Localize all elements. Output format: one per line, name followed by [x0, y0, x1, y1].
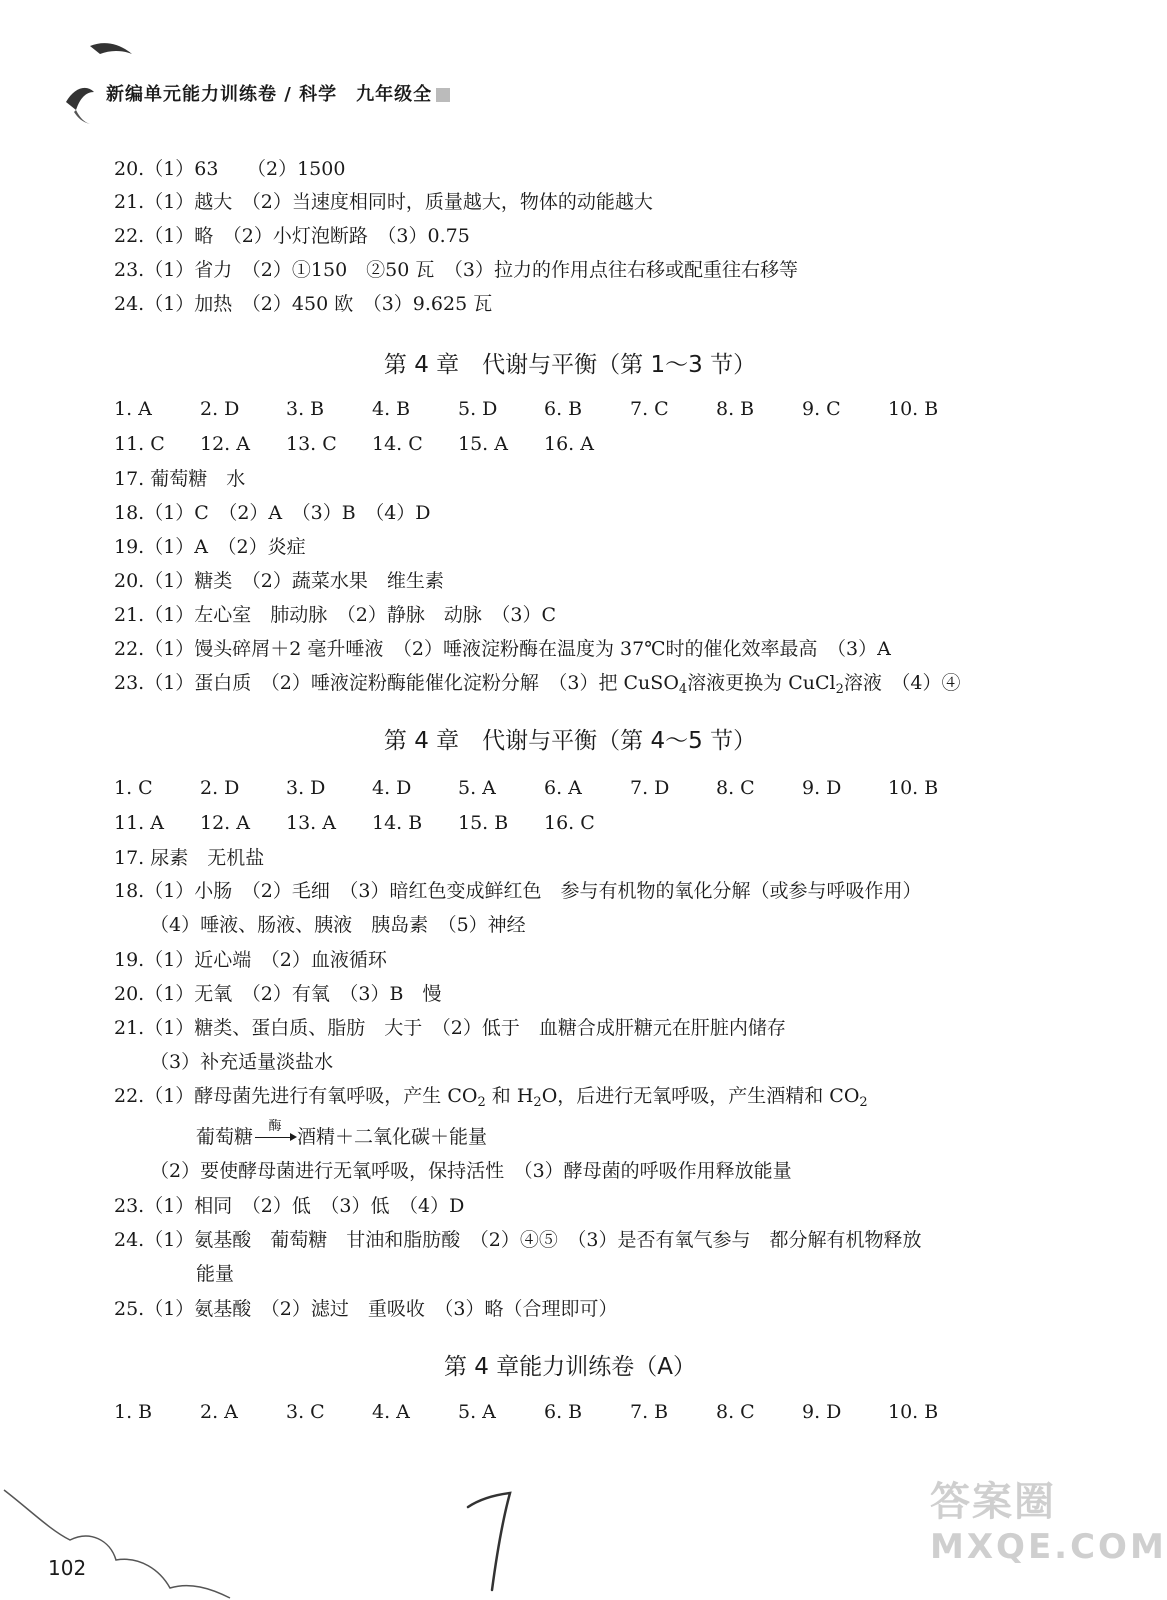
answer-line: 24.（1）加热 （2）450 欧 （3）9.625 瓦 — [114, 293, 493, 315]
answer-line: 21.（1）糖类、蛋白质、脂肪 大于 （2）低于 血糖合成肝糖元在肝脏内储存 — [114, 1017, 786, 1039]
answer-line: 22.（1）馒头碎屑＋2 毫升唾液 （2）唾液淀粉酶在温度为 37℃时的催化效率最高 （3）A — [114, 638, 891, 660]
answer-line: （3）补充适量淡盐水 — [150, 1051, 334, 1073]
section-title: 第 4 章能力训练卷（A） — [444, 1354, 696, 1380]
answer-line: 17. 尿素 无机盐 — [114, 847, 265, 869]
answer-line: 18.（1）C （2）A （3）B （4）D — [114, 502, 431, 524]
equation-line: 葡萄糖 酶 酒精＋二氧化碳＋能量 — [196, 1119, 488, 1148]
answer-line: 22.（1）略 （2）小灯泡断路 （3）0.75 — [114, 225, 470, 247]
mc-row: 1. A 2. D 3. B 4. B 5. D 6. B 7. C 8. B 9. C 10. B — [114, 398, 939, 420]
mc-row: 11. C 12. A 13. C 14. C 15. A 16. A — [114, 433, 594, 455]
section-title: 第 4 章 代谢与平衡（第 4～5 节） — [383, 728, 757, 754]
square-mark-icon — [436, 88, 450, 102]
answer-line: 20.（1）无氧 （2）有氧 （3）B 慢 — [114, 983, 442, 1005]
page-number: 102 — [48, 1556, 87, 1580]
mc-row: 1. B 2. A 3. C 4. A 5. A 6. B 7. B 8. C 9. D 10. B — [114, 1401, 939, 1423]
answer-line: 23.（1）蛋白质 （2）唾液淀粉酶能催化淀粉分解 （3）把 CuSO$_4$溶液更换为 CuCl$_2$溶液 （4）④ — [114, 672, 961, 697]
answer-line: 21.（1）左心室 肺动脉 （2）静脉 动脉 （3）C — [114, 604, 557, 626]
answer-line: 22.（1）酵母菌先进行有氧呼吸，产生 $CO_2$ 和 $H_2O$，后进行无氧呼吸，产生酒精和 $CO_2$ — [114, 1085, 868, 1110]
answer-line: 23.（1）相同 （2）低 （3）低 （4）D — [114, 1195, 465, 1217]
answer-line: 23.（1）省力 （2）①150 ②50 瓦 （3）拉力的作用点往右移或配重往右移等 — [114, 259, 798, 281]
page-header — [60, 40, 560, 130]
answer-line: 18.（1）小肠 （2）毛细 （3）暗红色变成鲜红色 参与有机物的氧化分解（或参与呼吸作用） — [114, 880, 922, 902]
answer-line: 19.（1）A （2）炎症 — [114, 536, 306, 558]
answer-line: 21.（1）越大 （2）当速度相同时，质量越大，物体的动能越大 — [114, 191, 653, 213]
handwritten-mark — [460, 1485, 520, 1600]
arrow-icon: 酶 — [253, 1124, 297, 1150]
answer-line: 17. 葡萄糖 水 — [114, 468, 246, 490]
cloud-decoration-icon — [0, 1470, 260, 1600]
answer-line: 25.（1）氨基酸 （2）滤过 重吸收 （3）略（合理即可） — [114, 1298, 618, 1320]
answer-line: 能量 — [196, 1263, 235, 1285]
section-title: 第 4 章 代谢与平衡（第 1～3 节） — [383, 352, 757, 378]
answer-line: 19.（1）近心端 （2）血液循环 — [114, 949, 387, 971]
header-title: 新编单元能力训练卷 / 科学 九年级全 — [106, 80, 450, 106]
answer-line: 20.（1）63 （2）1500 — [114, 158, 346, 180]
answer-line: （4）唾液、肠液、胰液 胰岛素 （5）神经 — [150, 914, 526, 936]
answer-line: 20.（1）糖类 （2）蔬菜水果 维生素 — [114, 570, 444, 592]
answer-line: 24.（1）氨基酸 葡萄糖 甘油和脂肪酸 （2）④⑤ （3）是否有氧气参与 都分解有机物释放 — [114, 1229, 922, 1251]
answer-line: （2）要使酵母菌进行无氧呼吸，保持活性 （3）酵母菌的呼吸作用释放能量 — [150, 1160, 792, 1182]
mc-row: 11. A 12. A 13. A 14. B 15. B 16. C — [114, 812, 595, 834]
watermark: 答案圈 MXQE.COM — [930, 1479, 1167, 1567]
mc-row: 1. C 2. D 3. D 4. D 5. A 6. A 7. D 8. C 9. D 10. B — [114, 777, 939, 799]
